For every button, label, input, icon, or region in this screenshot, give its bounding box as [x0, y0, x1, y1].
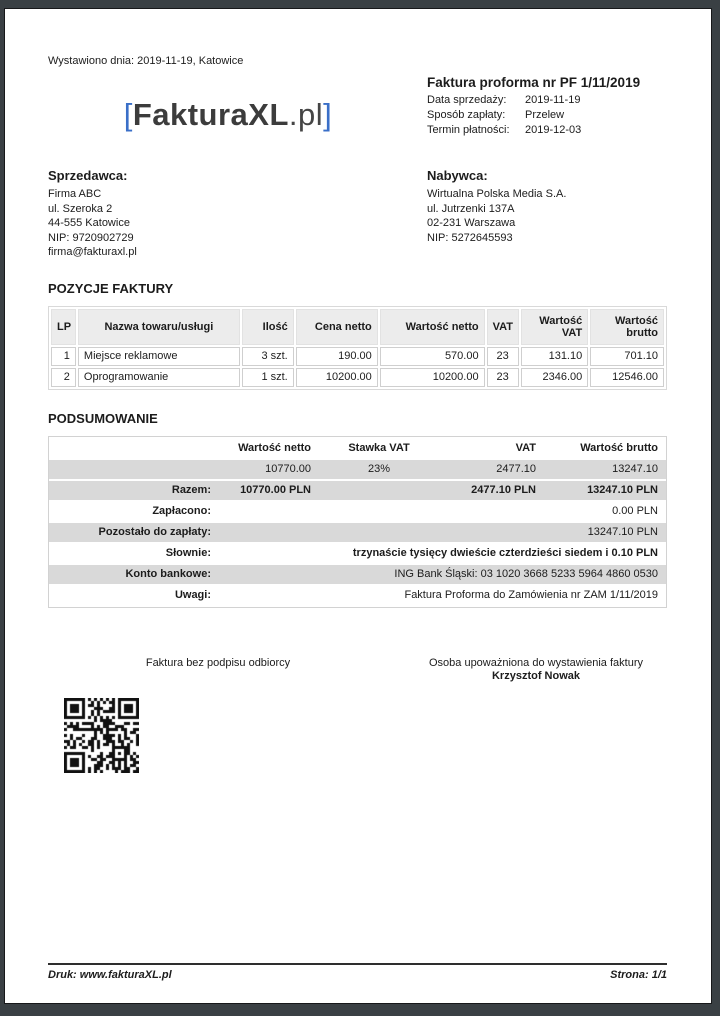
empty-cell	[319, 481, 439, 500]
item-lp: 1	[51, 347, 76, 366]
authorized-person-title: Osoba upoważniona do wystawienia faktury	[428, 657, 643, 669]
item-gross: 12546.00	[590, 368, 664, 387]
meta-value: 2019-12-03	[525, 124, 582, 136]
item-name: Miejsce reklamowe	[78, 347, 240, 366]
item-qty: 1 szt.	[242, 368, 294, 387]
logo-bracket-open: [	[123, 97, 133, 132]
table-row	[51, 368, 664, 387]
item-net: 570.00	[380, 347, 485, 366]
in-words-label: Słownie:	[49, 544, 219, 563]
total-gross: 13247.10 PLN	[544, 481, 666, 500]
authorized-person-block	[405, 657, 667, 683]
fakturaxl-logo	[124, 97, 333, 132]
summary-paid-row	[49, 502, 666, 521]
logo-suffix-text: .pl	[288, 97, 324, 132]
col-header-net: Wartość netto	[380, 309, 485, 345]
col-header-name: Nazwa towaru/usługi	[78, 309, 240, 345]
paid-value: 0.00 PLN	[219, 502, 666, 521]
meta-value: Przelew	[525, 109, 565, 121]
item-net: 10200.00	[380, 368, 485, 387]
item-vat-rate: 23	[487, 368, 519, 387]
col-header-vat: VAT	[487, 309, 519, 345]
header-row	[48, 69, 667, 138]
summary-total-row	[49, 481, 666, 500]
item-name: Oprogramowanie	[78, 368, 240, 387]
meta-label: Data sprzedaży:	[427, 94, 507, 106]
summary-bank-row	[49, 565, 666, 584]
table-row	[51, 347, 664, 366]
invoice-title: Faktura proforma nr PF 1/11/2019	[427, 75, 641, 90]
paid-label: Zapłacono:	[49, 502, 219, 521]
summary-section-heading: PODSUMOWANIE	[48, 410, 158, 426]
no-signature-note: Faktura bez podpisu odbiorcy	[145, 657, 291, 669]
meta-row-due-date	[427, 123, 667, 138]
footer-print-info: Druk: www.fakturaXL.pl	[48, 969, 172, 981]
summary-notes-row	[49, 586, 666, 605]
page-footer	[48, 963, 667, 981]
meta-row-sale-date	[427, 93, 667, 108]
footer-page-number: Strona: 1/1	[610, 969, 667, 981]
breakdown-rate: 23%	[319, 460, 439, 479]
item-vat-amount: 131.10	[521, 347, 588, 366]
summary-col-empty	[49, 439, 219, 458]
seller-city: 44-555 Katowice	[48, 217, 130, 229]
remaining-label: Pozostało do zapłaty:	[49, 523, 219, 542]
col-header-gross: Wartość brutto	[590, 309, 664, 345]
buyer-block	[427, 168, 667, 260]
in-words-value: trzynaście tysięcy dwieście czterdzieści siedem i 0.10 PLN	[219, 544, 666, 563]
issued-line: Wystawiono dnia: 2019-11-19, Katowice	[48, 55, 244, 67]
item-unit-net: 190.00	[296, 347, 378, 366]
meta-row-payment-method	[427, 108, 667, 123]
buyer-city: 02-231 Warszawa	[427, 217, 516, 229]
col-header-unit-net: Cena netto	[296, 309, 378, 345]
total-vat: 2477.10 PLN	[439, 481, 544, 500]
notes-label: Uwagi:	[49, 586, 219, 605]
seller-street: ul. Szeroka 2	[48, 202, 113, 215]
qr-code	[64, 698, 139, 773]
summary-col-vat-rate: Stawka VAT	[319, 439, 439, 458]
invoice-content	[48, 9, 667, 608]
summary-vat-breakdown-row	[49, 460, 666, 479]
buyer-name: Wirtualna Polska Media S.A.	[427, 188, 567, 200]
summary-remaining-row	[49, 523, 666, 542]
empty-cell	[49, 460, 219, 479]
summary-in-words-row	[49, 544, 666, 563]
meta-label: Termin płatności:	[427, 124, 510, 136]
breakdown-gross: 13247.10	[544, 460, 666, 479]
meta-value: 2019-11-19	[525, 94, 581, 106]
items-table	[48, 306, 667, 390]
buyer-street: ul. Jutrzenki 137A	[427, 202, 515, 215]
item-vat-rate: 23	[487, 347, 519, 366]
meta-label: Sposób zapłaty:	[427, 109, 506, 121]
seller-nip: NIP: 9720902729	[48, 231, 134, 244]
summary-table	[48, 436, 667, 608]
col-header-qty: Ilość	[242, 309, 294, 345]
remaining-value: 13247.10 PLN	[219, 523, 666, 542]
seller-name: Firma ABC	[48, 188, 102, 200]
item-unit-net: 10200.00	[296, 368, 378, 387]
seller-heading: Sprzedawca:	[48, 168, 128, 183]
total-label: Razem:	[49, 481, 219, 500]
notes-value: Faktura Proforma do Zamówienia nr ZAM 1/11/2019	[219, 586, 666, 605]
summary-col-vat: VAT	[439, 439, 544, 458]
invoice-meta	[427, 75, 667, 138]
logo-bracket-close: ]	[323, 97, 333, 132]
breakdown-net: 10770.00	[219, 460, 319, 479]
item-lp: 2	[51, 368, 76, 387]
item-gross: 701.10	[590, 347, 664, 366]
signature-row	[48, 657, 667, 683]
logo-box	[48, 97, 408, 138]
items-header-row	[51, 309, 664, 345]
invoice-page	[4, 8, 712, 1004]
seller-email: firma@fakturaxl.pl	[48, 246, 137, 258]
total-net: 10770.00 PLN	[219, 481, 319, 500]
buyer-nip: NIP: 5272645593	[427, 231, 513, 244]
parties-row	[48, 168, 667, 260]
summary-col-gross: Wartość brutto	[544, 439, 666, 458]
item-qty: 3 szt.	[242, 347, 294, 366]
authorized-person-name: Krzysztof Nowak	[491, 670, 581, 682]
bank-value: ING Bank Śląski: 03 1020 3668 5233 5964 4860 0530	[219, 565, 666, 584]
summary-col-net: Wartość netto	[219, 439, 319, 458]
col-header-vat-amount: Wartość VAT	[521, 309, 588, 345]
items-section-heading: POZYCJE FAKTURY	[48, 280, 174, 296]
item-vat-amount: 2346.00	[521, 368, 588, 387]
bank-label: Konto bankowe:	[49, 565, 219, 584]
seller-block	[48, 168, 427, 260]
summary-header-row	[49, 439, 666, 458]
logo-brand-text: FakturaXL	[132, 97, 289, 132]
buyer-heading: Nabywca:	[427, 168, 488, 183]
col-header-lp: LP	[51, 309, 76, 345]
breakdown-vat: 2477.10	[439, 460, 544, 479]
